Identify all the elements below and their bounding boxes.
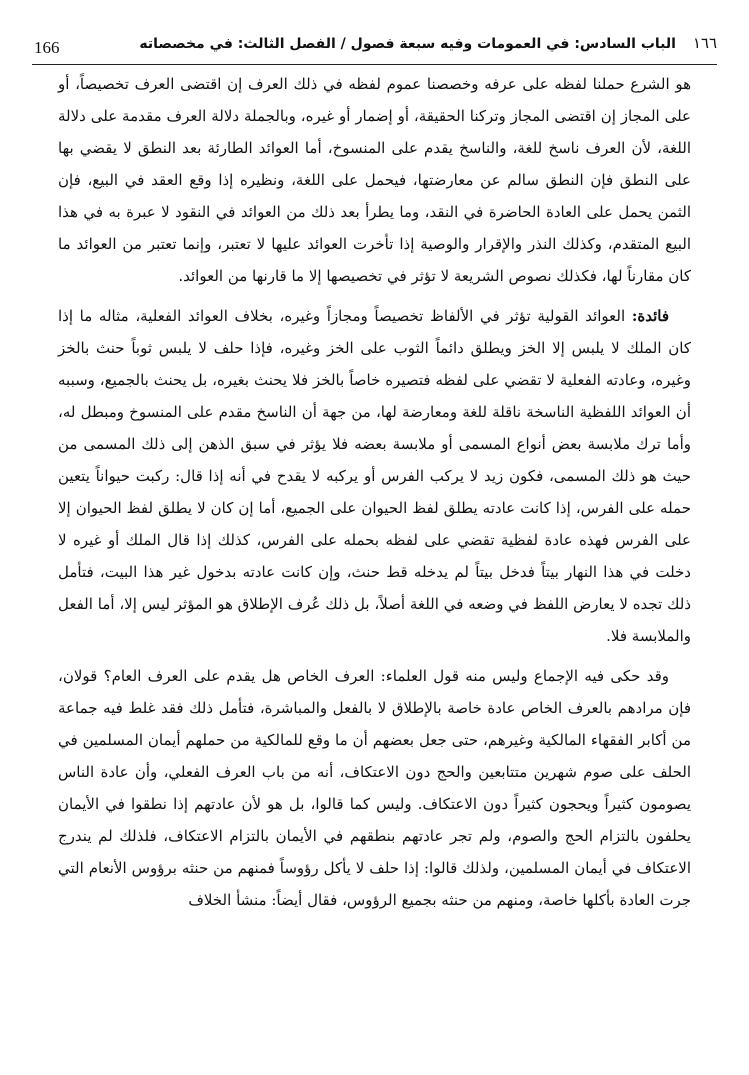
paragraph-1 xyxy=(58,68,691,292)
page-number-arabic: ١٦٦ xyxy=(692,34,717,52)
paragraph-2-text: العوائد القولية تؤثر في الألفاظ تخصيصاً ومجازاً وغيره، بخلاف العوائد الفعلية، مثاله ما إذا كان الملك لا يلبس إلا الخز ويطلق دائماً الثوب على الخز وغيره، فإذا حلف لا يلبس ثوباً حنث بالخز وغيره، وعادته الفعلية لا تقضي على لفظه فتصيره خاصاً بالخز فلا يحنث بغيره، بل يحنث بالجميع، وسببه أن العوائد اللفظية الناسخة ناقلة للغة ومعارضة لها، من جهة أن الناسخ مقدم على المنسوخ ومبطل له، وأما ترك ملابسة بعض أنواع المسمى أو ملابسة بعضه فلا يؤثر في سبق الذهن إلى ذلك المسمى من حيث هو ذلك المسمى، فكون زيد لا يركب الفرس أو يركبه لا يقدح في أنه إذا قال: ركبت حيواناً يتعين حمله على الفرس، إذا كانت عادته يطلق لفظ الحيوان على الجميع، أما إن كان لا يطلق لفظ الحيوان إلا على الفرس فهذه عادة لفظية تقضي على لفظه بحمله على الفرس، كذلك إذا قال الملك أو غيره لا دخلت في هذا النهار بيتاً فدخل بيتاً لم يدخله قط حنث، وإن كانت عادته بدخول غير هذا البيت، فتأمل ذلك تجده لا يعارض اللفظ في وضعه في اللغة أصلاً، بل ذلك عُرف الإطلاق هو المؤثر ليس إلا، أما الفعل والملابسة فلا. xyxy=(58,307,691,645)
running-header xyxy=(32,24,717,65)
paragraph-3 xyxy=(58,660,691,916)
paragraph-2 xyxy=(58,300,691,652)
paragraph-3-text: وقد حكى فيه الإجماع وليس منه قول العلماء: العرف الخاص هل يقدم على العرف العام؟ قولان، فإن مرادهم بالعرف الخاص عادة خاصة بالإطلاق لا بالفعل والمباشرة، فتأمل ذلك فقد غلط فيه جماعة من أكابر الفقهاء المالكية وغيرهم، حتى جعل بعضهم أن ما وقع للمالكية من حملهم أيمان المسلمين في الحلف على صوم شهرين متتابعين والحج دون الاعتكاف، أنه من باب العرف الفعلي، وأن عادة الناس يصومون كثيراً ويحجون كثيراً دون الاعتكاف. وليس كما قالوا، بل هو لأن عادتهم إذا نطقوا في الأيمان يحلفون بالتزام الحج والصوم، ولم تجر عادتهم بنطقهم في الأيمان بالتزام الاعتكاف، فلذلك لم يندرج الاعتكاف في أيمان المسلمين، ولذلك قالوا: إذا حلف لا يأكل رؤوساً فمنهم من حنثه برؤوس الأنعام التي جرت العادة بأكلها خاصة، ومنهم من حنثه بجميع الرؤوس، فقال أيضاً: منشأ الخلاف xyxy=(58,667,691,909)
paragraph-2-lead: فائدة: xyxy=(631,307,669,325)
header-title-line xyxy=(139,34,717,52)
chapter-section-title: الباب السادس: في العمومات وفيه سبعة فصول / الفصل الثالث: في مخصصاته xyxy=(139,36,676,52)
paragraph-1-text: هو الشرع حملنا لفظه على عرفه وخصصنا عموم لفظه في ذلك العرف إن اقتضى العرف تخصيصاً، أو على المجاز إن اقتضى المجاز وتركنا الحقيقة، أو إضمار أو غيره، وبالجملة دلالة العرف مقدمة على دلالة اللغة، لأن العرف ناسخ للغة، والناسخ يقدم على المنسوخ، أما العوائد الطارئة بعد النطق لا يقضي بها على النطق فإن النطق سالم عن معارضتها، فيحمل على اللغة، ونظيره إذا وقع العقد في البيع، فإن الثمن يحمل على العادة الحاضرة في النقد، وما يطرأ بعد ذلك من العوائد في النقود لا عبرة به في هذا البيع المتقدم، وكذلك النذر والإقرار والوصية إذا تأخرت العوائد عليها لا تعتبر، وإنما تعتبر من العوائد ما كان مقارناً لها، فكذلك نصوص الشريعة لا تؤثر في تخصيصها إلا ما قارنها من العوائد. xyxy=(58,75,691,285)
body-text xyxy=(58,68,691,924)
page-number-latin: 166 xyxy=(34,38,60,57)
